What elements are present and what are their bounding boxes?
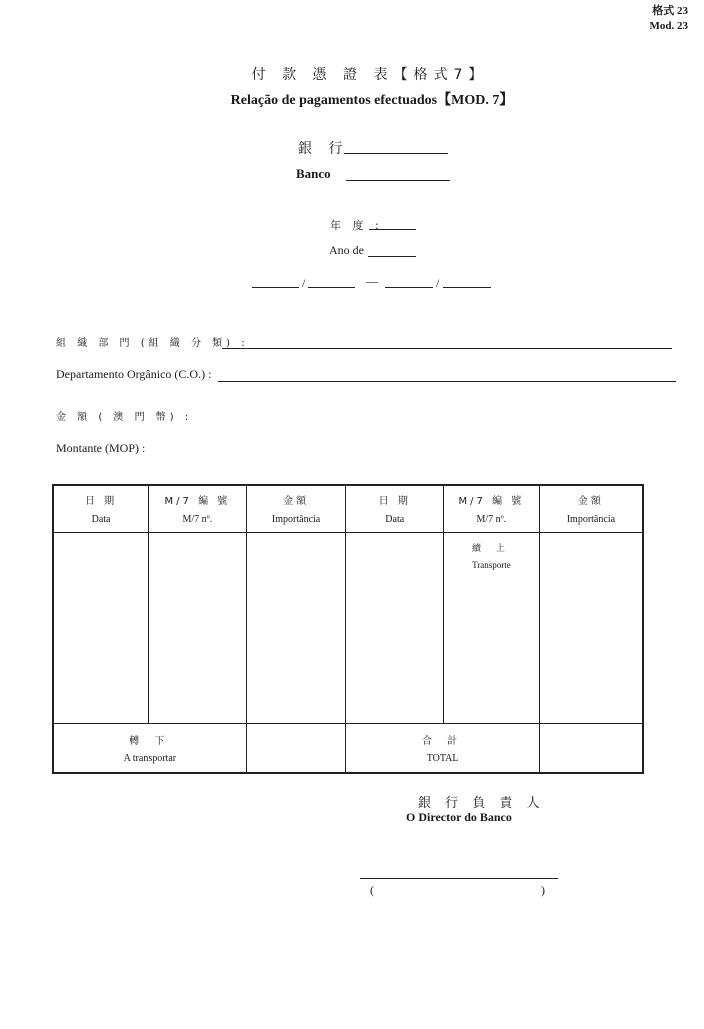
department-cjk-line[interactable] [222,348,672,349]
form-code-cjk: 格式 23 [652,5,688,17]
carry-forward-pt: A transportar [123,753,177,764]
header-date-2-cjk: 日 期 [378,496,411,507]
header-date-1-cjk: 日 期 [84,496,118,507]
cell-m7-2[interactable] [444,533,540,724]
carried-from-pt: Transporte [472,560,511,570]
header-amount-1 [246,485,346,533]
title-pt: Relação de pagamentos efectuados【MOD. 7】 [230,93,514,108]
cell-amount-2[interactable] [539,533,643,724]
header-amount-2-pt: Importância [566,514,616,525]
period-dash: — [366,274,378,288]
signature-title-cjk: 銀 行 負 責 人 [418,796,545,811]
header-m7-2 [444,485,540,533]
signature-line[interactable] [360,878,558,879]
carry-forward-label [53,724,246,774]
header-m7-2-cjk: M/7 編 號 [458,496,525,507]
carried-from-cjk: 續 上 [471,544,511,554]
total-cjk: 合 計 [422,736,464,747]
cell-date-2[interactable] [346,533,444,724]
year-label-cjk: 年 度 : [330,219,383,232]
total-pt: TOTAL [426,753,459,764]
header-amount-1-cjk: 金額 [283,496,310,507]
header-m7-1-cjk: M/7 編 號 [164,496,231,507]
year-label-pt: Ano de [329,243,364,257]
header-amount-1-pt: Importância [271,514,321,525]
year-cjk-line[interactable] [369,229,416,230]
header-amount-2 [539,485,643,533]
year-pt-line[interactable] [368,256,416,257]
form-code-pt: Mod. 23 [649,20,688,32]
cell-date-1[interactable] [53,533,149,724]
total-amount-cell[interactable] [539,724,643,774]
period-sep-1: / [302,276,306,290]
header-date-1 [53,485,149,533]
form-code [650,4,689,34]
payments-table [52,484,644,774]
period-start-month-line[interactable] [308,287,355,288]
header-amount-2-cjk: 金額 [577,496,604,507]
department-label-pt: Departamento Orgânico (C.O.) : [56,367,212,381]
table-footer-row [53,724,643,774]
header-date-1-pt: Data [91,514,111,525]
signature-title-pt: O Director do Banco [406,810,512,824]
cell-m7-1[interactable] [149,533,247,724]
bank-label-pt: Banco [296,166,331,181]
department-label-cjk: 組 織 部 門 (組 織 分 類) : [56,338,249,349]
carry-forward-amount-cell[interactable] [246,724,346,774]
table-header-row [53,485,643,533]
period-sep-2: / [436,276,440,290]
cell-amount-1[interactable] [246,533,346,724]
period-end-month-line[interactable] [443,287,491,288]
title-cjk: 付 款 憑 證 表【格式7】 [251,67,489,83]
header-m7-1-pt: M/7 nº. [182,514,213,525]
total-label [346,724,539,774]
bank-label-cjk: 銀 行 [298,141,349,157]
table-body-row [53,533,643,724]
carry-forward-cjk: 轉 下 [129,736,171,747]
header-date-2-pt: Data [385,514,405,525]
department-pt-line[interactable] [218,381,676,382]
header-date-2 [346,485,444,533]
amount-label-pt: Montante (MOP) : [56,441,146,455]
period-end-day-line[interactable] [385,287,433,288]
amount-label-cjk: 金 額 ( 澳 門 幣) : [56,412,193,423]
signature-paren-close: ) [541,883,545,897]
header-m7-2-pt: M/7 nº. [476,514,507,525]
bank-pt-line[interactable] [346,180,450,181]
signature-paren-open: ( [370,883,374,897]
period-start-day-line[interactable] [252,287,299,288]
header-m7-1 [149,485,247,533]
bank-cjk-line[interactable] [344,153,448,154]
